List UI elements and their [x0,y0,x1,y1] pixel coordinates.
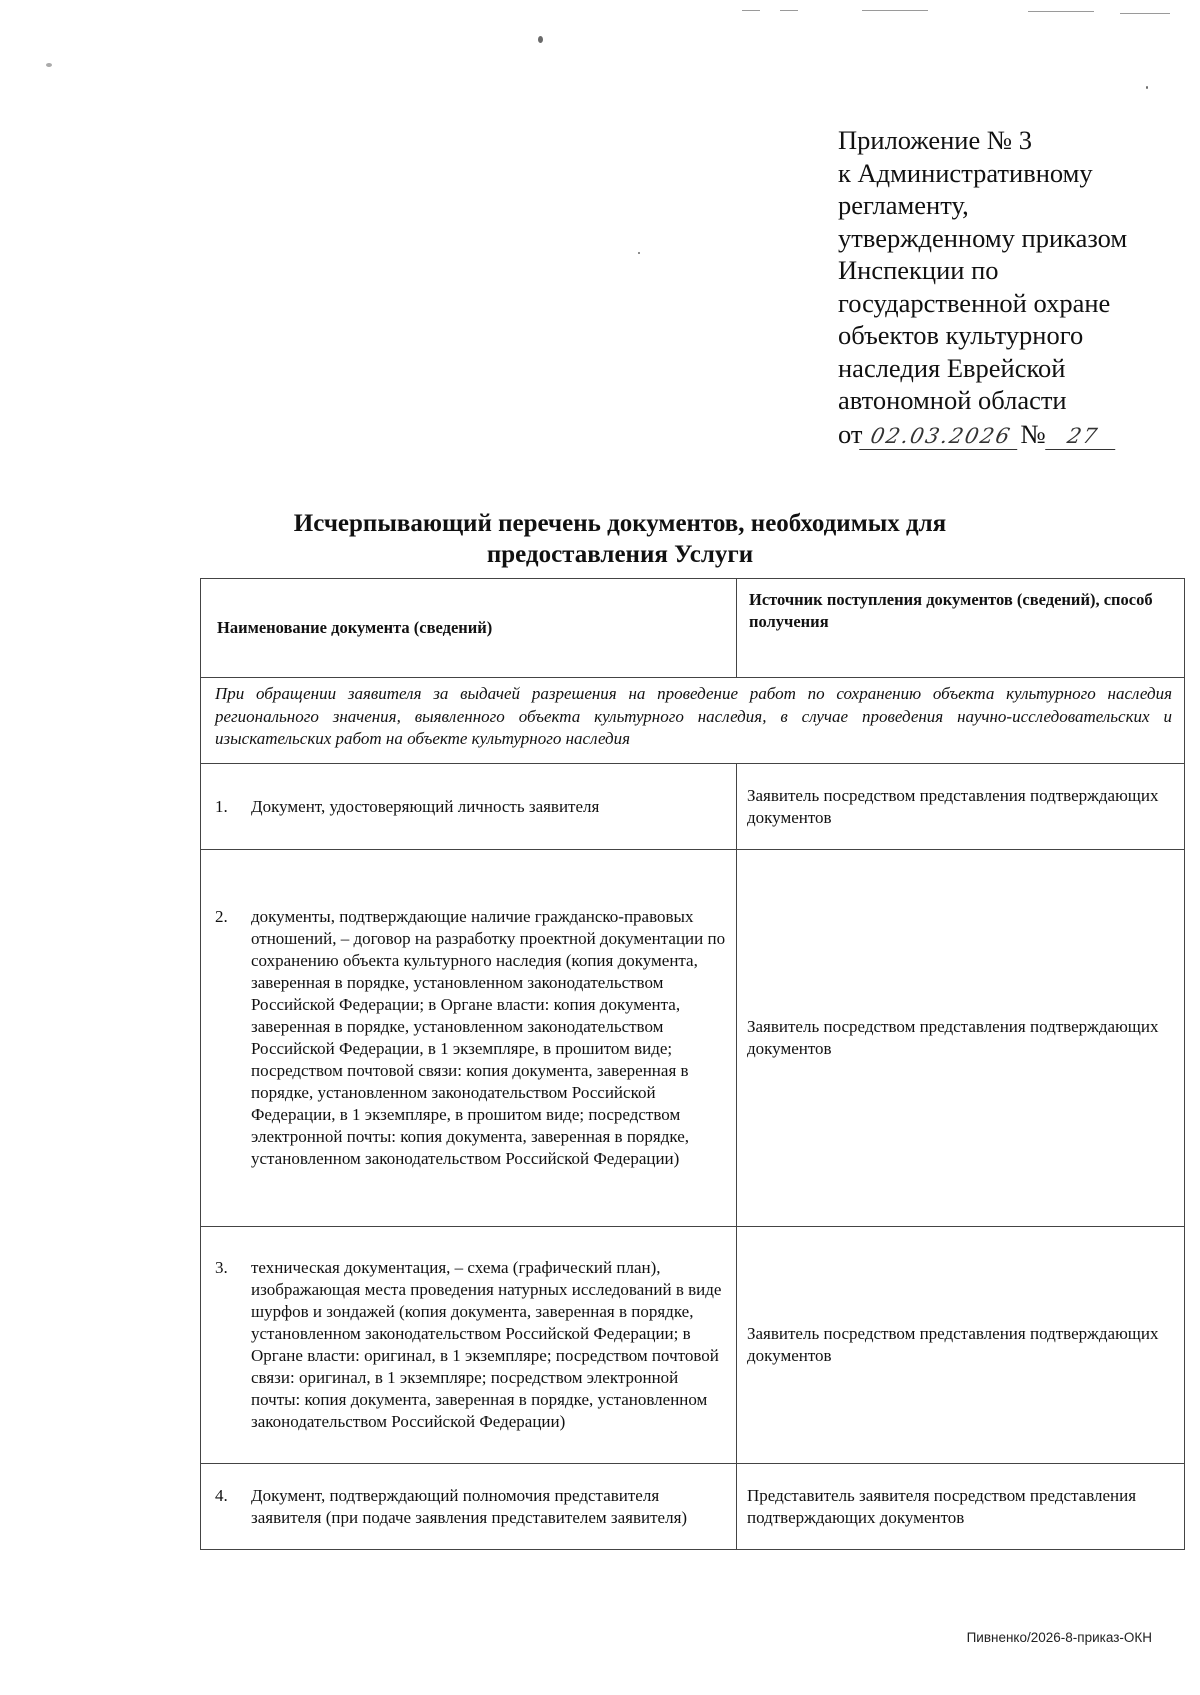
document-footer: Пивненко/2026-8-приказ-ОКН [966,1630,1152,1645]
document-name: техническая документация, – схема (графический план), изображающая места проведения натурных исследований в виде шурфов и зондажей (копия документа, заверенная в порядке, установленном законодательством Российской Федерации; в Органе власти: оригинал, в 1 экземпляре; посредством почтовой связи: оригинал, в 1 экземпляре; посредством электронной почты: копия документа, заверенная в порядке, установленном законодательством Российской Федерации) [251,1258,722,1431]
row-number: 3. [215,1258,228,1277]
appendix-line: регламенту, [838,190,969,220]
document-name: Документ, подтверждающий полномочия представителя заявителя (при подаче заявления представителем заявителя) [251,1485,688,1527]
appendix-line: утвержденному приказом [838,222,1128,253]
source-cell: Заявитель посредством представления подтверждающих документов [737,764,1185,850]
scan-edge-mark [742,10,760,11]
scan-speck [638,252,640,254]
document-cell [201,1464,737,1550]
scan-edge-mark [780,10,798,11]
scan-edge-mark [1028,11,1094,12]
scan-speck [46,63,52,67]
scan-speck [538,36,543,43]
handwritten-number: 27 [1045,423,1121,450]
document-cell [201,1227,737,1464]
row-number: 4. [215,1485,228,1505]
date-prefix: от [838,418,863,449]
appendix-line: государственной охране [838,287,1111,318]
number-prefix: № [1020,418,1046,449]
appendix-line: объектов культурного [838,320,1084,350]
header-source: Источник поступления документов (сведений), способ получения [737,579,1185,678]
document-name: документы, подтверждающие наличие гражданско-правовых отношений, – договор на разработку проектной документации по сохранению объекта культурного наследия (копия документа, заверенная в порядке, установленном законодательством Российской Федерации; в Органе власти: копия документа, заверенная в порядке, установленном законодательством Российской Федерации, в 1 экземпляре, в прошитом виде; посредством почтовой связи: копия документа, заверенная в порядке, установленном законодательством Российской Федерации, в 1 экземпляре, в прошитом виде; посредством электронной почты: копия документа, заверенная в порядке, установленном законодательством Российской Федерации) [251,907,726,1168]
appendix-line: Инспекции по [838,255,999,285]
table-intro-row [201,678,1185,764]
table-row [201,1227,1185,1464]
appendix-line: наследия Еврейской [838,352,1066,383]
row-number: 2. [215,907,228,926]
intro-text: При обращении заявителя за выдачей разрешения на проведение работ по сохранению объекта культурного наследия регионального значения, выявленного объекта культурного наследия, в случае проведения научно-исследовательских и изыскательских работ на объекте культурного наследия [201,678,1185,764]
scan-speck [1146,86,1148,89]
table-header-row [201,579,1185,678]
document-title [200,508,1040,570]
appendix-block [838,124,1168,450]
documents-table [200,578,1185,1550]
scan-edge-mark [862,10,928,11]
title-line-1: Исчерпывающий перечень документов, необходимых для [293,510,947,537]
source-cell: Представитель заявителя посредством представления подтверждающих документов [737,1464,1185,1550]
document-cell [201,764,737,850]
scan-edge-mark [1120,13,1170,14]
header-document-name: Наименование документа (сведений) [201,579,737,678]
handwritten-date: 02.03.2026 [860,423,1024,450]
table-row [201,764,1185,850]
source-cell: Заявитель посредством представления подтверждающих документов [737,1227,1185,1464]
row-number: 1. [215,796,228,816]
source-cell: Заявитель посредством представления подтверждающих документов [737,850,1185,1227]
document-name: Документ, удостоверяющий личность заявителя [251,796,600,816]
table-row [201,850,1185,1227]
table-row [201,1464,1185,1550]
appendix-line: Приложение № 3 [838,125,1033,155]
appendix-line: к Административному [838,157,1093,188]
date-number-line [838,418,1168,451]
document-cell [201,850,737,1227]
appendix-line: автономной области [838,385,1067,415]
title-line-2: предоставления Услуги [486,541,754,568]
